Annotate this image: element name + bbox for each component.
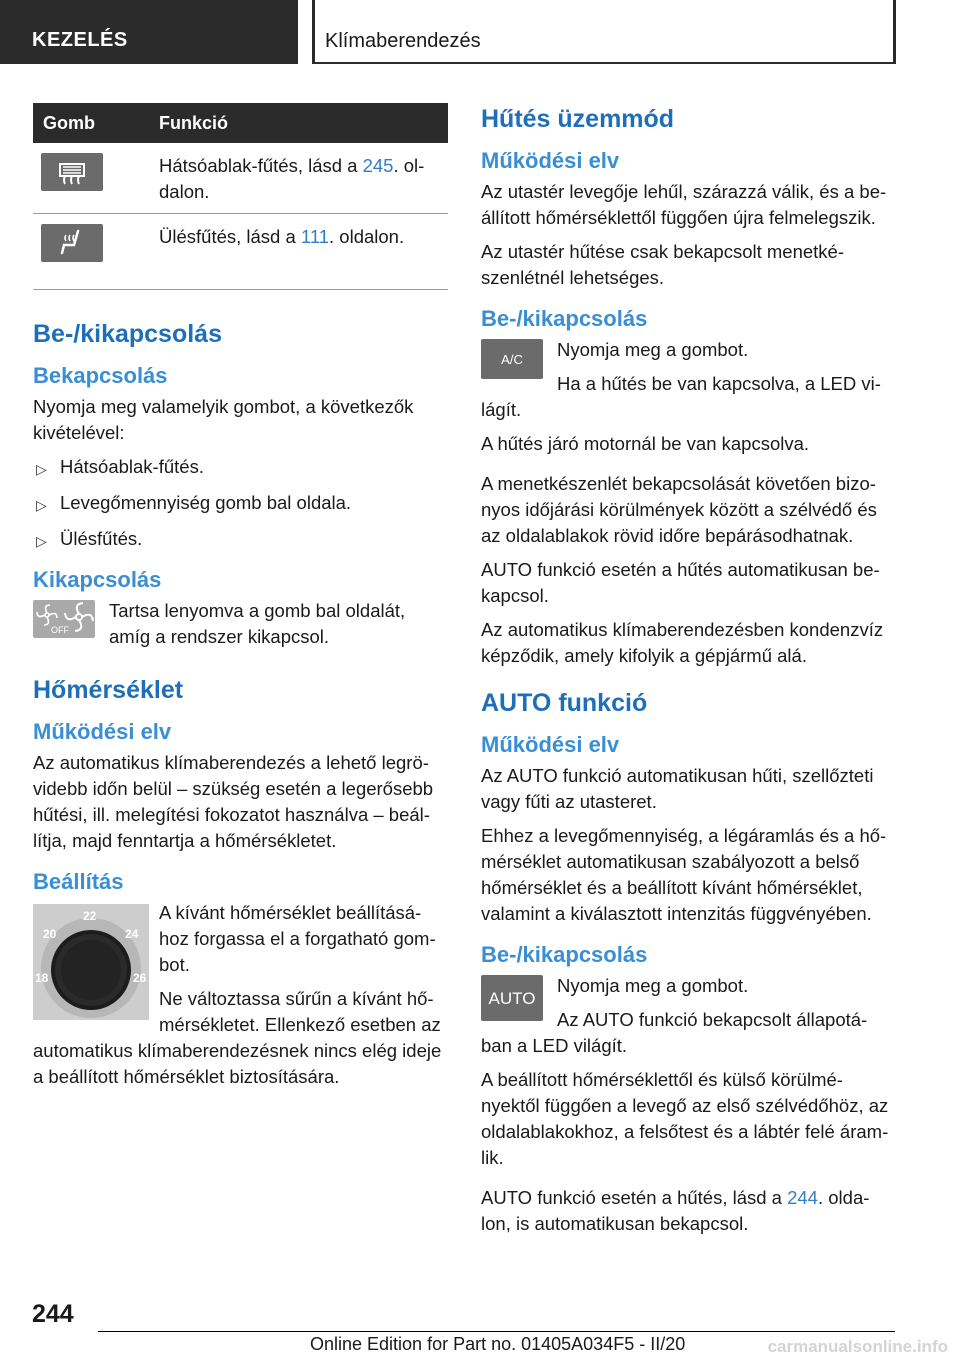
list-item: ▷ Ülésfűtés.: [33, 526, 448, 552]
page-header: [0, 0, 960, 66]
auto-text-4: AUTO funkció esetén a hűtés, lásd a 244. olda-lon, is automatikusan bekapcsol.: [481, 1187, 870, 1234]
temperature-knob-image: [33, 904, 149, 1020]
auto-button-icon: [481, 975, 543, 1021]
cooling-text-6: Az automatikus klímaberendezésben kondenzvíz képződik, amely kifolyik a gépjármű alá.: [481, 619, 884, 666]
svg-text:18: 18: [35, 971, 49, 985]
cooling-text-2: Az utastér hűtése csak bekapcsolt menetké-szenlétnél lehetséges.: [481, 241, 844, 288]
table-header-button: Gomb: [33, 103, 157, 143]
auto-principle-heading: Működési elv: [481, 732, 620, 757]
auto-button-text-2: Az AUTO funkció bekapcsolt állapotá-ban a LED világít.: [481, 1009, 868, 1056]
list-item: ▷ Hátsóablak-fűtés.: [33, 454, 448, 480]
cooling-text-1: Az utastér levegője lehűl, szárazzá válik, és a be-állított hőmérséklettől függően újra felmelegszik.: [481, 181, 887, 228]
left-column: [33, 103, 448, 1098]
table-row: Hátsóablak-fűtés, lásd a 245. ol-dalon.: [33, 143, 448, 214]
svg-text:26: 26: [133, 971, 147, 985]
svg-text:22: 22: [83, 909, 97, 923]
auto-text-2: Ehhez a levegőmennyiség, a légáramlás és a hő-mérséklet automatikusan szabályozott a belső hőmérséklet és a beállított kívánt hőmérséklet, valamint a kiválasztott intenzitás függvényében.: [481, 825, 887, 924]
auto-button-text-1: Nyomja meg a gombot.: [557, 975, 749, 996]
svg-text:A/C: A/C: [501, 352, 523, 367]
page-link-245[interactable]: 245: [362, 155, 394, 176]
ac-button-icon: [481, 339, 543, 379]
ac-text-1: Nyomja meg a gombot.: [557, 339, 749, 360]
cooling-principle-heading: Működési elv: [481, 148, 620, 173]
svg-text:24: 24: [125, 927, 139, 941]
auto-heading: AUTO funkció: [481, 689, 648, 717]
triangle-bullet-icon: ▷: [36, 497, 47, 513]
cooling-text-3: A hűtés járó motornál be van kapcsolva.: [481, 433, 810, 454]
section-title: KEZELÉS: [32, 29, 128, 51]
exception-list: [33, 454, 448, 552]
switch-off-block: [33, 598, 448, 658]
auto-block: [481, 973, 895, 1067]
table-header-function: Funkció: [157, 103, 448, 143]
list-item: ▷ Levegőmennyiség gomb bal oldala.: [33, 490, 448, 516]
cooling-onoff-heading: Be-/kikapcsolás: [481, 306, 648, 331]
switch-on-text: Nyomja meg valamelyik gombot, a következők kivételével:: [33, 396, 414, 443]
cooling-heading: Hűtés üzemmód: [481, 105, 675, 133]
cooling-text-5: AUTO funkció esetén a hűtés automatikusan be-kapcsol.: [481, 559, 880, 606]
auto-text-3: A beállított hőmérséklettől és külső körülmé-nyektől függően a levegő az első szélvédőhöz, az oldalablakokhoz, a felsőtest és a lábtér felé áram-lik.: [481, 1069, 889, 1168]
temperature-heading: Hőmérséklet: [33, 676, 184, 704]
onoff-heading: Be-/kikapcsolás: [33, 320, 222, 348]
ac-text-2: Ha a hűtés be van kapcsolva, a LED vi-lágít.: [481, 373, 881, 420]
right-column: [481, 103, 895, 1245]
auto-onoff-heading: Be-/kikapcsolás: [481, 942, 648, 967]
footer-divider: [98, 1331, 895, 1332]
edition-text: Online Edition for Part no. 01405A034F5 - II/20: [310, 1334, 686, 1354]
table-header-row: [33, 103, 448, 143]
page-link-111[interactable]: 111: [300, 226, 330, 247]
switch-off-text: Tartsa lenyomva a gomb bal oldalát, amíg a rendszer kikapcsol.: [109, 600, 406, 647]
setting-heading: Beállítás: [33, 869, 124, 894]
page-number: 244: [32, 1300, 74, 1328]
button-function-table: [33, 103, 448, 290]
setting-block: [33, 900, 448, 1090]
section-tab: [0, 0, 298, 64]
svg-text:20: 20: [43, 927, 57, 941]
triangle-bullet-icon: ▷: [36, 533, 47, 549]
triangle-bullet-icon: ▷: [36, 461, 47, 477]
chapter-tab: [312, 0, 896, 64]
page-link-244[interactable]: 244: [787, 1187, 818, 1208]
table-row: Ülésfűtés, lásd a 111. oldalon.: [33, 214, 448, 290]
svg-text:AUTO: AUTO: [488, 989, 536, 1008]
switch-off-heading: Kikapcsolás: [33, 567, 162, 592]
svg-text:OFF: OFF: [51, 625, 69, 635]
setting-text-1: A kívánt hőmérséklet beállításá-hoz forgassa el a forgatható gom-bot.: [159, 902, 436, 975]
chapter-title: Klímaberendezés: [325, 30, 481, 52]
cooling-text-4: A menetkészenlét bekapcsolását követően bizo-nyos időjárási körülmények között a szélvédő és az oldalablakok rövid időre bepárásodhatnak.: [481, 473, 877, 546]
ac-block: [481, 337, 895, 431]
rear-window-heating-icon: [41, 153, 103, 191]
fan-off-icon: [33, 600, 95, 638]
seat-heating-icon: [41, 224, 103, 262]
temperature-principle-text: Az automatikus klímaberendezés a lehető legrö-videbb időn belül – szükség esetén a legerősebb hűtési, ill. melegítési fokozatot használva – beál-lítja, majd fenntartja a hőmérsékletet.: [33, 752, 434, 851]
temperature-principle-heading: Működési elv: [33, 719, 172, 744]
watermark-text: carmanualsonline.info: [767, 1337, 948, 1356]
auto-text-1: Az AUTO funkció automatikusan hűti, szellőzteti vagy fűti az utasteret.: [481, 765, 874, 812]
setting-text-2: Ne változtassa sűrűn a kívánt hő-mérsékletet. Ellenkező esetben az automatikus klímaberendezésnek nincs elég ideje a beállított hőmérséklet biztosítására.: [33, 988, 442, 1087]
switch-on-heading: Bekapcsolás: [33, 363, 168, 388]
